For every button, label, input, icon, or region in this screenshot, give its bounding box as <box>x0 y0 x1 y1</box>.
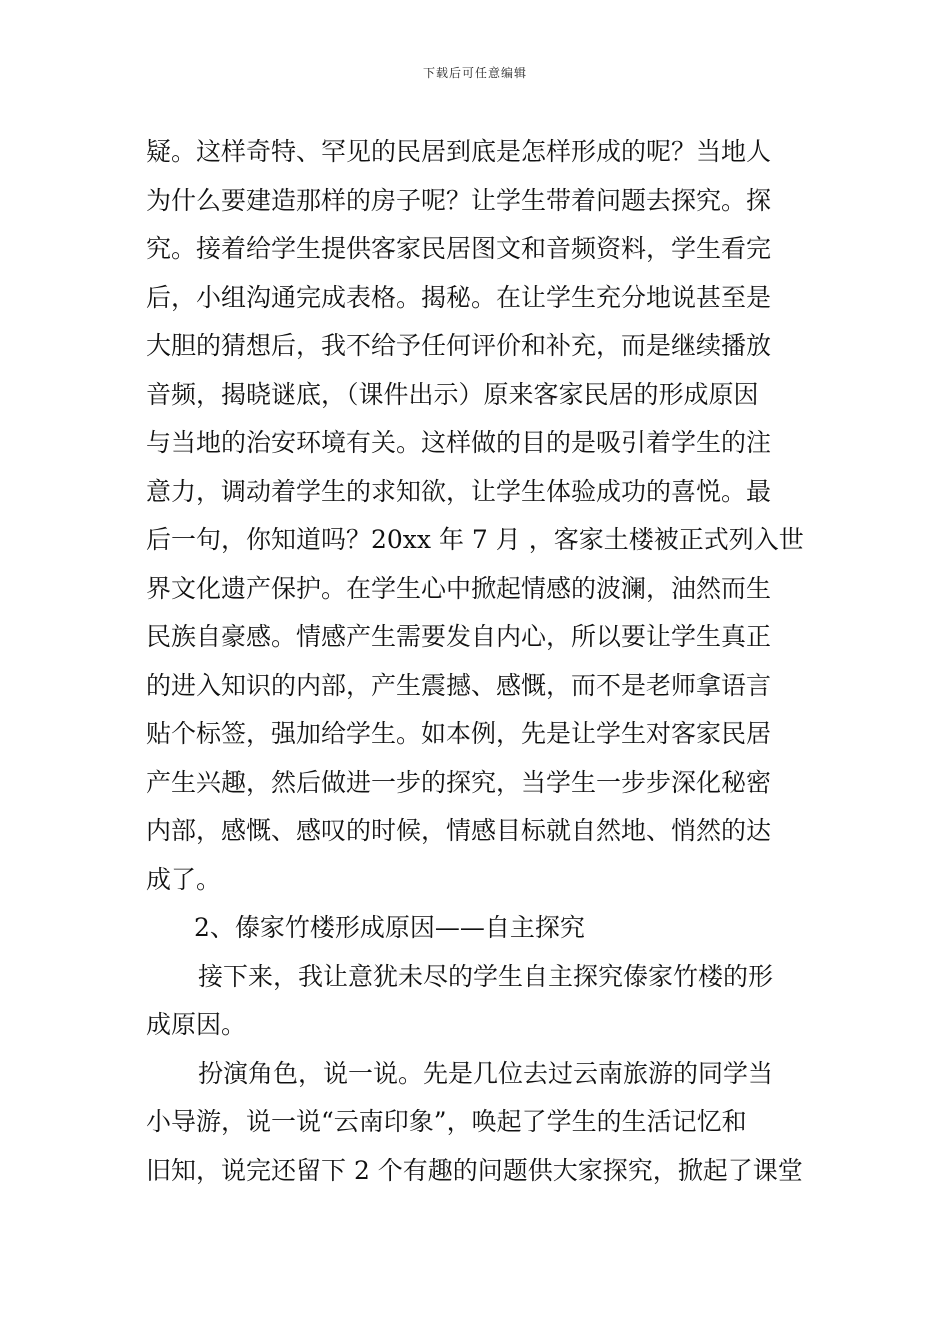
body-line: 究。接着给学生提供客家民居图文和音频资料，学生看完 <box>146 234 772 263</box>
paragraph-line: 接下来，我让意犹未尽的学生自主探究傣家竹楼的形 <box>198 961 774 991</box>
paragraph-line: 小导游，说一说“云南印象”，唤起了学生的生活记忆和 <box>146 1107 747 1136</box>
paragraph-line: 成原因。 <box>146 1010 247 1039</box>
body-line: 意力，调动着学生的求知欲，让学生体验成功的喜悦。最 <box>146 476 772 506</box>
section-heading: 2、傣家竹楼形成原因——自主探究 <box>194 913 585 942</box>
body-line: 内部，感慨、感叹的时候，情感目标就自然地、悄然的达 <box>146 816 772 845</box>
body-line: 的进入知识的内部，产生震撼、感慨，而不是老师拿语言 <box>146 670 772 700</box>
body-line: 与当地的治安环境有关。这样做的目的是吸引着学生的注 <box>146 428 772 457</box>
body-line: 大胆的猜想后，我不给予任何评价和补充，而是继续播放 <box>146 331 772 360</box>
body-line: 音频，揭晓谜底，（课件出示）原来客家民居的形成原因 <box>146 379 759 409</box>
body-line: 疑。这样奇特、罕见的民居到底是怎样形成的呢？当地人 <box>146 137 772 166</box>
page-header: 下载后可任意编辑 <box>422 66 527 80</box>
document-body <box>146 128 806 1195</box>
body-line: 产生兴趣，然后做进一步的探究，当学生一步步深化秘密 <box>146 767 772 797</box>
body-line: 界文化遗产保护。在学生心中掀起情感的波澜，油然而生 <box>146 573 772 603</box>
body-line: 民族自豪感。情感产生需要发自内心，所以要让学生真正 <box>146 622 772 651</box>
body-line: 成了。 <box>146 864 222 894</box>
body-line: 后，小组沟通完成表格。揭秘。在让学生充分地说甚至是 <box>146 282 772 312</box>
body-line: 为什么要建造那样的房子呢？让学生带着问题去探究。探 <box>146 185 772 215</box>
body-line: 贴个标签，强加给学生。如本例，先是让学生对客家民居 <box>146 719 772 748</box>
paragraph-line: 旧知，说完还留下 2 个有趣的问题供大家探究，掀起了课堂 <box>146 1155 803 1185</box>
paragraph-line: 扮演角色，说一说。先是几位去过云南旅游的同学当 <box>198 1058 774 1088</box>
body-line: 后一句，你知道吗？20xx 年 7 月 ，客家土楼被正式列入世 <box>146 525 804 554</box>
